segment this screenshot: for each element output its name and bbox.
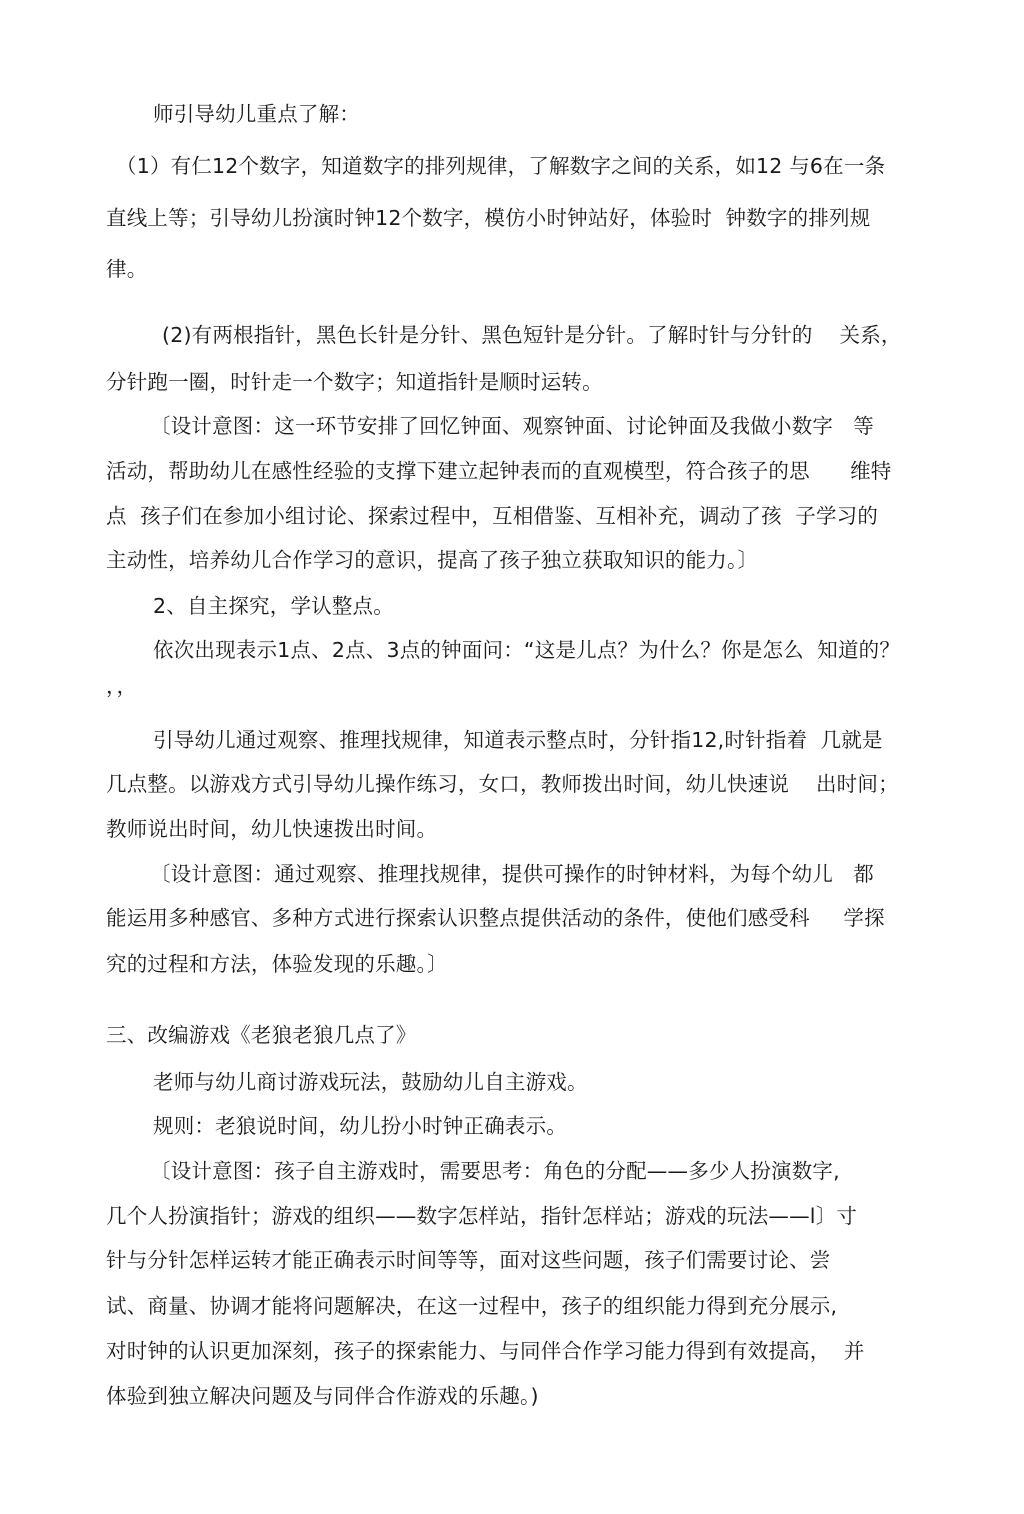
text-line: 依次出现表示1点、2点、3点的钟面问：“这是儿点？为什么？你是怎么 知道的？ (153, 638, 901, 662)
section-heading: 三、改编游戏《老狼老狼几点了》 (106, 1023, 417, 1047)
text-line: 师引导幼儿重点了解： (153, 102, 360, 126)
text-line: 主动性，培养幼儿合作学习的意识，提高了孩子独立获取知识的能力。〕 (106, 548, 759, 572)
text-line: 几个人扮演指针；游戏的组织——数字怎样站，指针怎样站；游戏的玩法——l〕寸 (106, 1204, 858, 1228)
text-line: 规则：老狼说时间，幼儿扮小时钟正确表示。 (153, 1114, 567, 1138)
design-intent-note: 〔设计意图：孩子自主游戏时，需要思考：角色的分配——多少人扮演数字, (150, 1159, 840, 1183)
text-line: 试、商量、协调才能将问题解决，在这一过程中，孩子的组织能力得到充分展示, (106, 1294, 838, 1318)
text-line: 点 孩子们在参加小组讨论、探索过程中，互相借鉴、互相补充，调动了孩 子学习的 (106, 504, 879, 528)
text-line: 针与分针怎样运转才能正确表示时间等等，面对这些问题，孩子们需要讨论、尝 (106, 1248, 831, 1272)
text-line: (2)有两根指针，黑色长针是分针、黑色短针是分针。了解时针与分针的 关系， (162, 323, 902, 347)
text-line: 究的过程和方法，体验发现的乐趣。〕 (106, 952, 448, 976)
text-line: 活动，帮助幼儿在感性经验的支撑下建立起钟表而的直观模型，符合孩子的思 维特 (106, 459, 892, 483)
text-line: 引导幼儿通过观察、推理找规律，知道表示整点时，分针指12,时针指着 几就是 (153, 728, 883, 752)
text-line: 分针跑一圈，时针走一个数字；知道指针是顺时运转。 (106, 370, 603, 394)
text-line: 直线上等；引导幼儿扮演时钟12个数字，模仿小时钟站好，体验时 钟数字的排列规 (106, 206, 871, 230)
text-line: 体验到独立解决问题及与同伴合作游戏的乐趣。) (106, 1384, 539, 1408)
text-line: 对时钟的认识更加深刻，孩子的探索能力、与同伴合作学习能力得到有效提高， 并 (106, 1339, 865, 1363)
section-heading: 2、自主探究，学认整点。 (153, 594, 394, 618)
text-line: ，， (106, 674, 138, 698)
text-line: 老师与幼儿商讨游戏玩法，鼓励幼儿自主游戏。 (153, 1070, 588, 1094)
design-intent-note: 〔设计意图：通过观察、推理找规律，提供可操作的时钟材料，为每个幼儿 都 (150, 862, 874, 886)
text-line: 教师说出时间，幼儿快速拨出时间。 (106, 817, 438, 841)
text-line: 几点整。以游戏方式引导幼儿操作练习，女口，教师拨出时间，幼儿快速说 出时间； (106, 772, 899, 796)
design-intent-note: 〔设计意图：这一环节安排了回忆钟面、观察钟面、讨论钟面及我做小数字 等 (150, 414, 874, 438)
text-line: 律。 (106, 257, 148, 281)
text-line: （1）有仁12个数字，知道数字的排列规律，了解数字之间的关系，如12 与6在一条 (116, 154, 886, 178)
text-line: 能运用多种感官、多种方式进行探索认识整点提供活动的条件，使他们感受科 学探 (106, 906, 885, 930)
